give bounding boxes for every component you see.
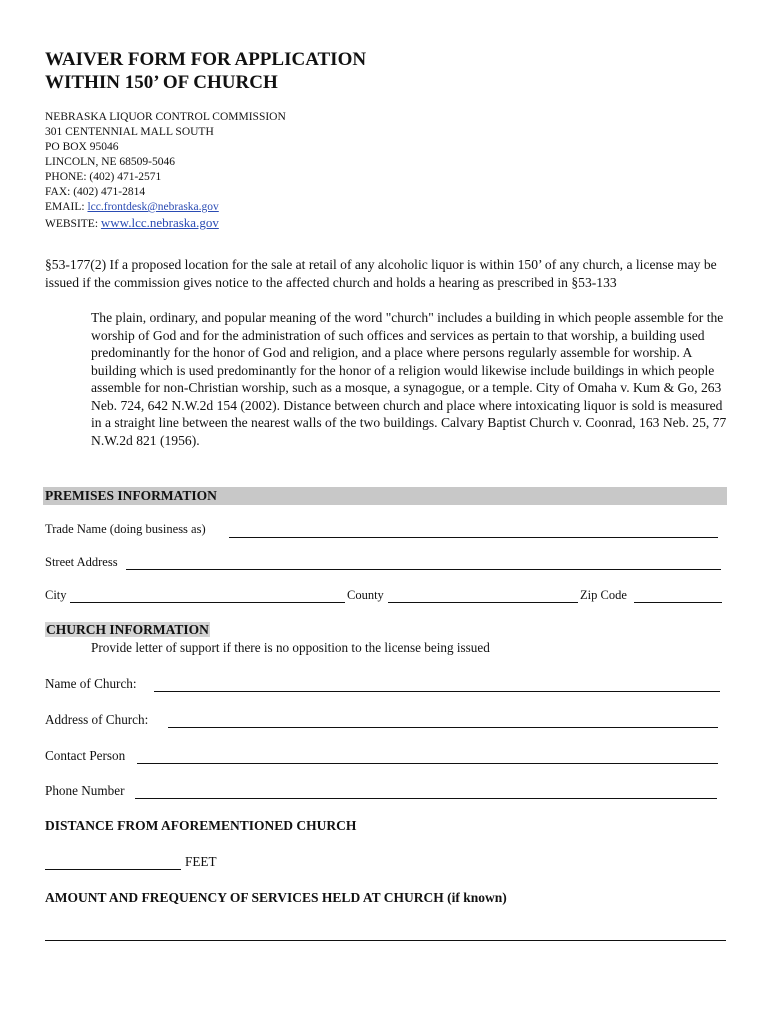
agency-city: LINCOLN, NE 68509-5046 <box>45 156 175 168</box>
contact-person-label: Contact Person <box>45 748 126 763</box>
premises-heading: PREMISES INFORMATION <box>45 488 217 503</box>
form-title-line-2: WITHIN 150’ OF CHURCH <box>45 72 278 93</box>
phone-number-label: Phone Number <box>45 783 125 798</box>
agency-phone: PHONE: (402) 471-2571 <box>45 171 162 183</box>
distance-heading: DISTANCE FROM AFOREMENTIONED CHURCH <box>45 818 357 833</box>
church-address-field[interactable] <box>168 727 718 728</box>
contact-person-field[interactable] <box>137 763 718 764</box>
church-address-label: Address of Church: <box>45 712 149 727</box>
distance-unit-label: FEET <box>185 854 217 869</box>
form-title-line-1: WAIVER FORM FOR APPLICATION <box>45 49 367 70</box>
agency-name: NEBRASKA LIQUOR CONTROL COMMISSION <box>45 111 286 123</box>
agency-address: 301 CENTENNIAL MALL SOUTH <box>45 126 214 138</box>
street-address-label: Street Address <box>45 555 118 569</box>
street-address-field[interactable] <box>126 569 721 570</box>
agency-email-link[interactable]: lcc.frontdesk@nebraska.gov <box>87 201 219 213</box>
agency-website-link[interactable]: www.lcc.nebraska.gov <box>100 215 219 230</box>
church-name-field[interactable] <box>154 691 720 692</box>
church-definition-paragraph: The plain, ordinary, and popular meaning of the word "church" includes a building in which people assemble for the worship of God and for the administration of such offices and services as pertain to that worship, a building used predominantly for the honor of God and religion, and a place where persons regularly assemble for worship. A building which is used predominantly for the honor of a religion would likewise include buildings in which people assemble for non-Christian worship, such as a mosque, a synagogue, or a temple. City of Omaha v. Kum & Go, 263 Neb. 724, 642 N.W.2d 154 (2002). Distance between church and place where intoxicating liquor is sold is measured in a straight line between the nearest walls of the two buildings. Calvary Baptist Church v. Coonrad, 163 Neb. 25, 77 N.W.2d 821 (1956). <box>91 310 727 448</box>
services-field[interactable] <box>45 940 726 941</box>
county-field[interactable] <box>388 602 578 603</box>
agency-website-label: WEBSITE: <box>45 218 101 230</box>
zip-code-label: Zip Code <box>580 588 627 602</box>
distance-feet-field[interactable] <box>45 869 181 870</box>
agency-contact-block <box>45 110 286 232</box>
trade-name-field[interactable] <box>229 537 718 538</box>
agency-website-row <box>45 215 286 232</box>
city-field[interactable] <box>70 602 345 603</box>
county-label: County <box>347 588 384 602</box>
statute-paragraph: §53-177(2) If a proposed location for the sale at retail of any alcoholic liquor is within 150’ of any church, a license may be issued if the commission gives notice to the affected church and holds a hearing as prescribed in §53-133 <box>45 257 717 290</box>
church-heading <box>45 622 210 638</box>
church-support-note: Provide letter of support if there is no opposition to the license being issued <box>91 640 490 655</box>
agency-email-label: EMAIL: <box>45 201 88 213</box>
form-title <box>45 48 366 94</box>
agency-pobox: PO BOX 95046 <box>45 141 119 153</box>
trade-name-label: Trade Name (doing business as) <box>45 522 206 536</box>
phone-number-field[interactable] <box>135 798 717 799</box>
services-heading: AMOUNT AND FREQUENCY OF SERVICES HELD AT CHURCH (if known) <box>45 890 507 905</box>
church-heading-text: CHURCH INFORMATION <box>46 622 209 637</box>
zip-code-field[interactable] <box>634 602 722 603</box>
city-label: City <box>45 588 67 602</box>
agency-fax: FAX: (402) 471-2814 <box>45 186 146 198</box>
church-name-label: Name of Church: <box>45 676 137 691</box>
agency-email-row <box>45 200 286 215</box>
